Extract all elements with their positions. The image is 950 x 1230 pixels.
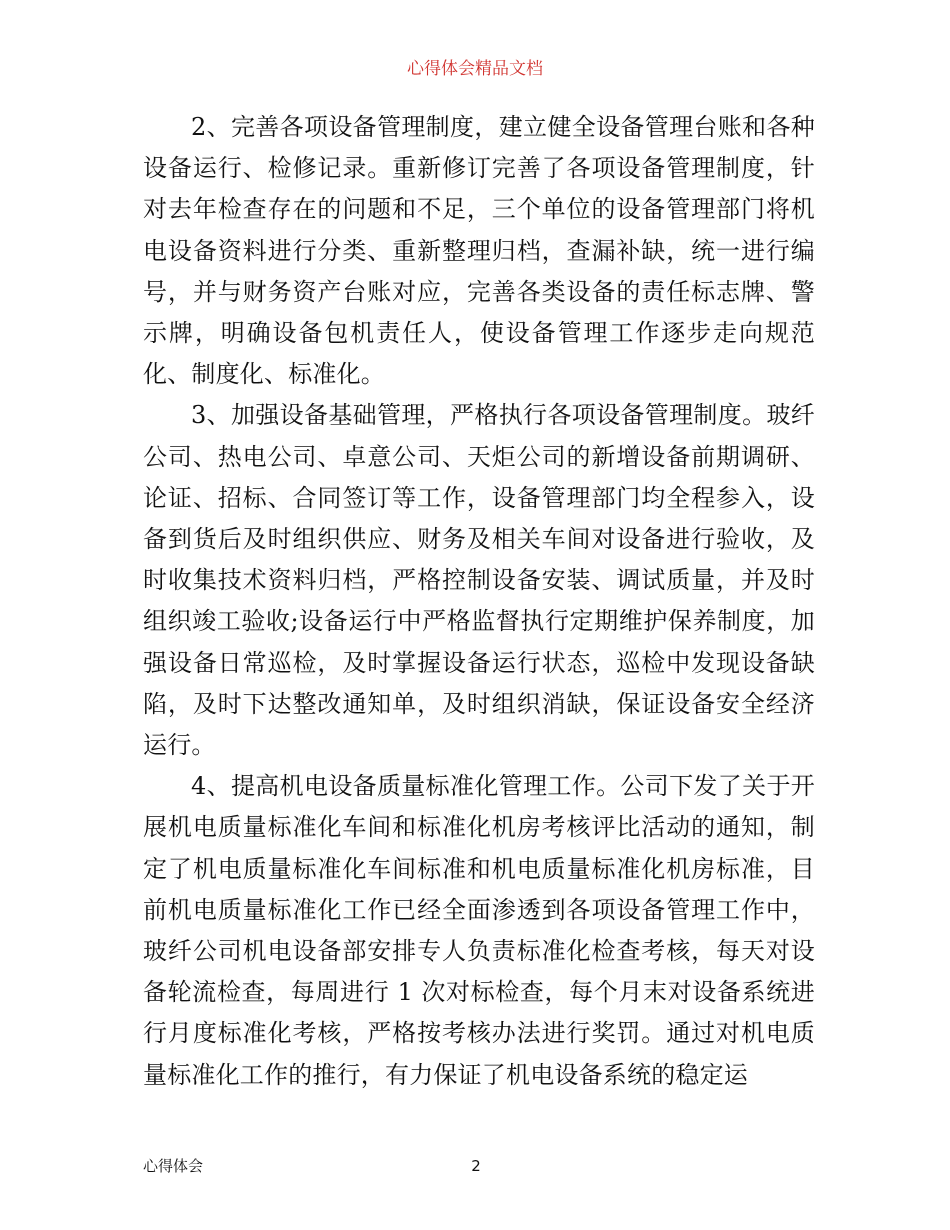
page-header-title: 心得体会精品文档 [407,59,543,79]
footer-label: 心得体会 [143,1157,204,1175]
document-body [143,107,815,1096]
paragraph-2: 2、完善各项设备管理制度，建立健全设备管理台账和各种设备运行、检修记录。重新修订完善了各项设备管理制度，针对去年检查存在的问题和不足，三个单位的设备管理部门将机电设备资料进行分类、重新整理归档，查漏补缺，统一进行编号，并与财务资产台账对应，完善各类设备的责任标志牌、警示牌，明确设备包机责任人，使设备管理工作逐步走向规范化、制度化、标准化。 [143,113,815,389]
paragraph-3: 3、加强设备基础管理，严格执行各项设备管理制度。玻纤公司、热电公司、卓意公司、天炬公司的新增设备前期调研、论证、招标、合同签订等工作，设备管理部门均全程参入，设备到货后及时组织供应、财务及相关车间对设备进行验收，及时收集技术资料归档，严格控制设备安装、调试质量，并及时组织竣工验收;设备运行中严格监督执行定期维护保养制度，加强设备日常巡检，及时掌握设备运行状态，巡检中发现设备缺陷，及时下达整改通知单，及时组织消缺，保证设备安全经济运行。 [143,401,815,760]
page-number: 2 [471,1157,481,1175]
paragraph-4: 4、提高机电设备质量标准化管理工作。公司下发了关于开展机电质量标准化车间和标准化机房考核评比活动的通知，制定了机电质量标准化车间标准和机电质量标准化机房标准，目前机电质量标准化工作已经全面渗透到各项设备管理工作中，玻纤公司机电设备部安排专人负责标准化检查考核，每天对设备轮流检查，每周进行 1 次对标检查，每个月末对设备系统进行月度标准化考核，严格按考核办法进行奖罚。通过对机电质量标准化工作的推行，有力保证了机电设备系统的稳定运 [143,772,815,1089]
